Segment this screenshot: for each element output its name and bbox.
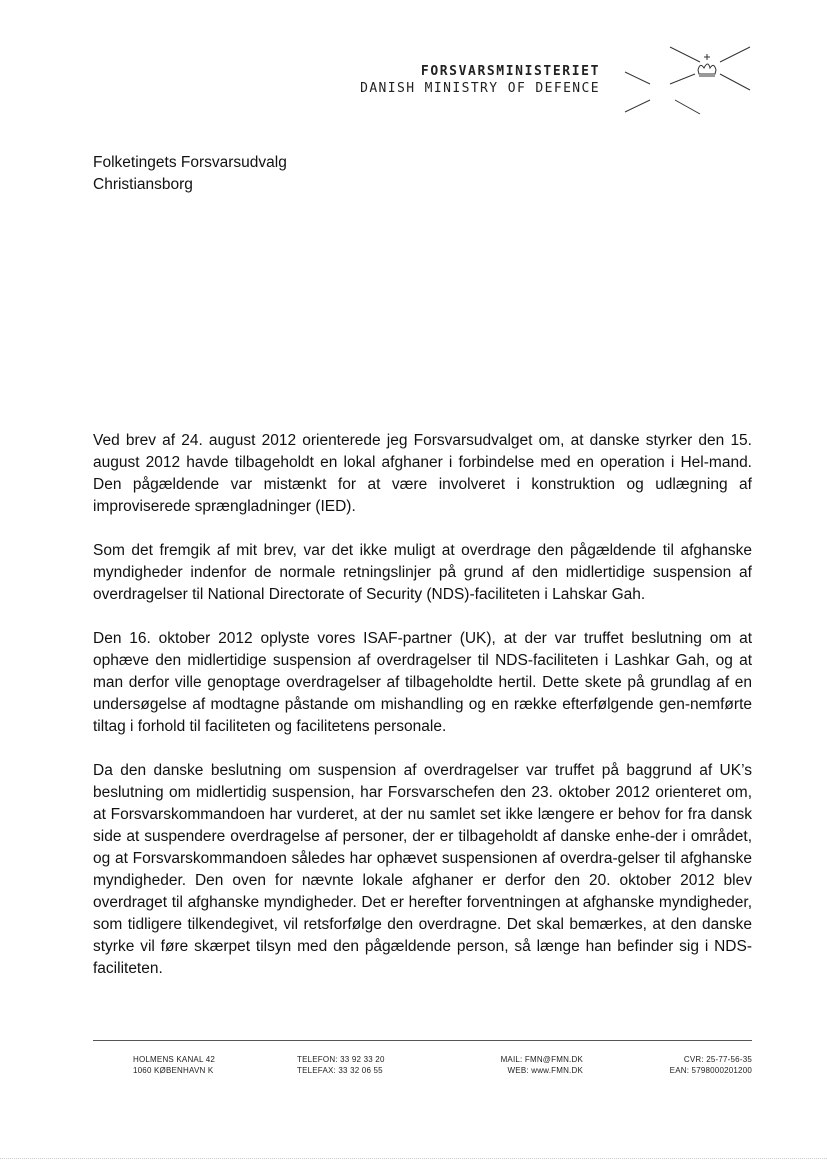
scan-edge-line (0, 1158, 827, 1159)
footer-address-street: HOLMENS KANAL 42 (133, 1055, 216, 1064)
recipient-line-1: Folketingets Forsvarsudvalg (93, 154, 287, 171)
footer (93, 1054, 752, 1084)
footer-registration (670, 1054, 752, 1076)
recipient-line-2: Christiansborg (93, 176, 193, 193)
footer-telephone: TELEFON: 33 92 33 20 (297, 1055, 385, 1064)
crown-emblem-icon (620, 42, 760, 122)
body-paragraph: Da den danske beslutning om suspension af overdragelser var truffet på baggrund af UK’s beslutning om midlertidig suspension, har Forsvarschefen den 23. oktober 2012 orienteret om, at Forsvarskommandoen har vurderet, at der nu samlet set ikke længere er behov for fra dansk side at suspendere overdragelse af personer, der er tilbageholdt af danske enhe-der i området, og at Forsvarskommandoen således har ophævet suspensionen af overdra-gelser til afghanske myndigheder. Den oven for nævnte lokale afghaner er derfor den 20. oktober 2012 blev overdraget til afghanske myndigheder. Det er herefter forventningen at afghanske myndigheder, som tidligere tilkendegivet, vil retsforfølge den overdragne. Det skal bemærkes, at den danske styrke vil føre skærpet tilsyn med den pågældende person, så længe han befinder sig i NDS-faciliteten. (93, 762, 752, 977)
footer-cvr: CVR: 25-77-56-35 (683, 1055, 752, 1064)
footer-address (133, 1054, 215, 1076)
footer-contact (473, 1054, 583, 1076)
footer-phone (297, 1054, 385, 1076)
body-paragraph: Den 16. oktober 2012 oplyste vores ISAF-partner (UK), at der var truffet beslutning om at ophæve den midlertidige suspension af overdragelser til NDS-faciliteten i Lashkar Gah, og at man derfor ville genoptage overdragelser af tilbageholdte hertil. Dette skete på grundlag af en undersøgelse af modtagne påstande om mishandling og en række efterfølgende gen-nemførte tiltag i forhold til faciliteten og facilitetens personale. (93, 630, 752, 735)
letter-body (93, 430, 752, 1002)
footer-telefax: TELEFAX: 33 32 06 55 (297, 1066, 383, 1075)
ministry-name (360, 63, 600, 97)
recipient-address (93, 152, 287, 196)
footer-divider (93, 1040, 752, 1041)
footer-mail: MAIL: FMN@FMN.DK (500, 1055, 583, 1064)
ministry-name-danish: FORSVARSMINISTERIET (420, 64, 600, 79)
footer-address-city: 1060 KØBENHAVN K (133, 1066, 214, 1075)
body-paragraph: Som det fremgik af mit brev, var det ikke muligt at overdrage den pågældende til afghanske myndigheder indenfor de normale retningslinjer på grund af den midlertidige suspension af overdragelser til National Directorate of Security (NDS)-faciliteten i Lahskar Gah. (93, 542, 752, 603)
footer-ean: EAN: 5798000201200 (669, 1066, 752, 1075)
ministry-name-english: DANISH MINISTRY OF DEFENCE (360, 81, 600, 96)
body-paragraph: Ved brev af 24. august 2012 orienterede jeg Forsvarsudvalget om, at danske styrker den 15. august 2012 havde tilbageholdt en lokal afghaner i forbindelse med en operation i Hel-mand. Den pågældende var mistænkt for at være involveret i konstruktion og udlægning af improviserede sprængladninger (IED). (93, 432, 752, 515)
footer-web: WEB: www.FMN.DK (507, 1066, 583, 1075)
